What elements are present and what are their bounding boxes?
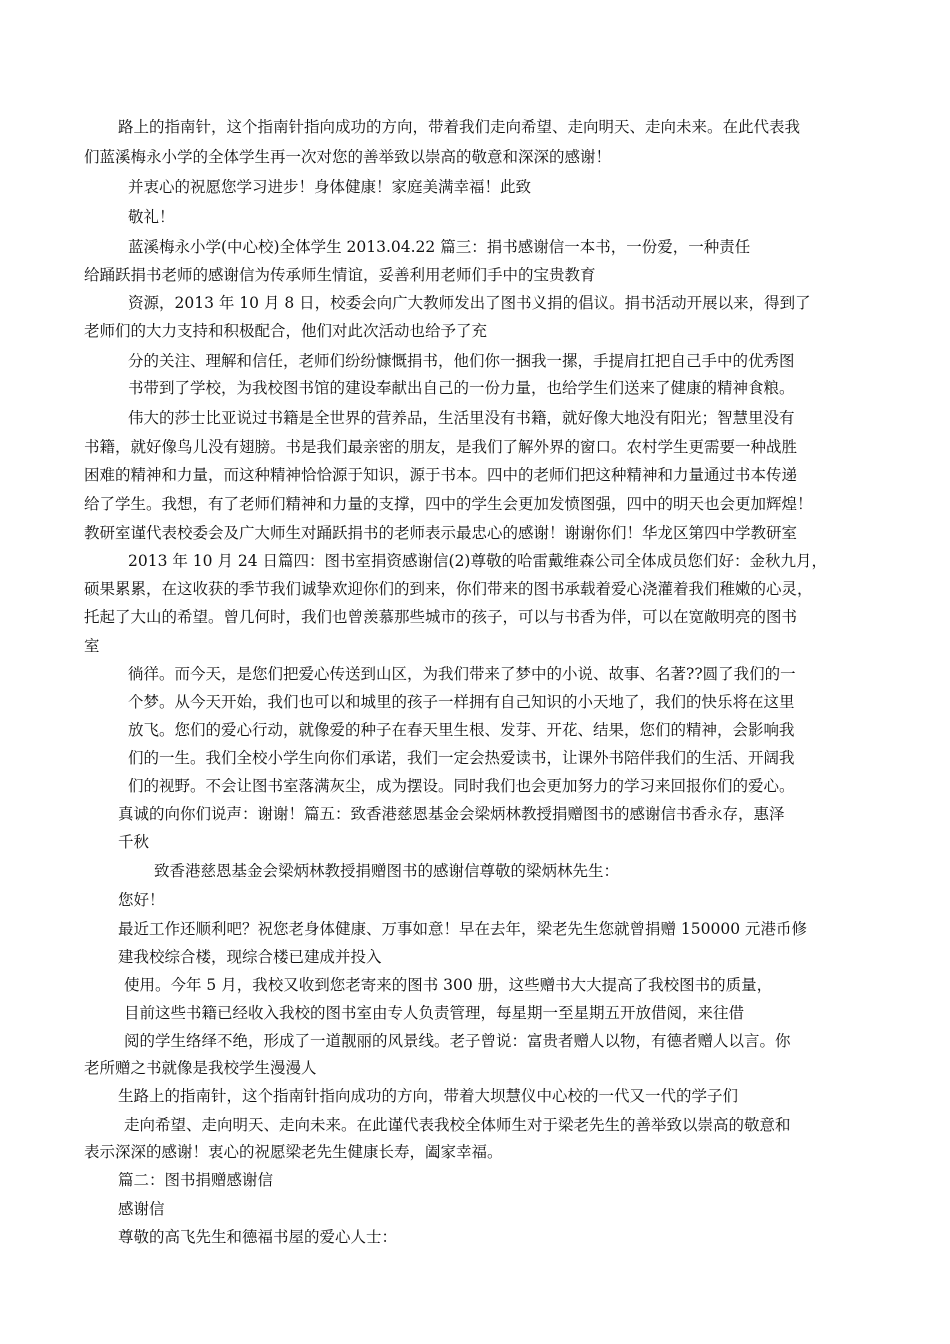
text-line: 放飞。您们的爱心行动，就像爱的种子在春天里生根、发芽、开花、结果，您们的精神，会影响我	[128, 721, 795, 739]
text-line: 老所赠之书就像是我校学生漫漫人	[84, 1059, 317, 1077]
text-line: 路上的指南针，这个指南针指向成功的方向，带着我们走向希望、走向明天、走向未来。在此代表我	[118, 118, 801, 136]
text-line: 给了学生。我想，有了老师们精神和力量的支撑，四中的学生会更加发愤图强，四中的明天也会更加辉煌！	[84, 495, 813, 513]
text-line: 真诚的向你们说声：谢谢！篇五：致香港慈恩基金会梁炳林教授捐赠图书的感谢信书香永存，惠泽	[118, 805, 785, 823]
text-line: 们的一生。我们全校小学生向你们承诺，我们一定会热爱读书，让课外书陪伴我们的生活、开阔我	[128, 749, 795, 767]
text-line: 老师们的大力支持和积极配合，他们对此次活动也给予了充	[84, 322, 488, 340]
text-line: 蓝溪梅永小学(中心校)全体学生 2013.04.22 篇三：捐书感谢信一本书，一份爱，一种责任	[128, 238, 751, 256]
text-line: 托起了大山的希望。曾几何时，我们也曾羡慕那些城市的孩子，可以与书香为伴，可以在宽敞明亮的图书	[84, 608, 798, 626]
text-line: 困难的精神和力量，而这种精神恰恰源于知识，源于书本。四中的老师们把这种精神和力量通过书本传递	[84, 466, 798, 484]
text-line: 并衷心的祝愿您学习进步！身体健康！家庭美满幸福！此致	[128, 178, 532, 196]
text-line: 个梦。从今天开始，我们也可以和城里的孩子一样拥有自己知识的小天地了，我们的快乐将在这里	[128, 693, 795, 711]
text-line: 表示深深的感谢！衷心的祝愿梁老先生健康长寿，阖家幸福。	[84, 1143, 503, 1161]
text-line: 徜徉。而今天，是您们把爱心传送到山区，为我们带来了梦中的小说、故事、名著??圆了我们的一	[128, 665, 796, 683]
text-line: 致香港慈恩基金会梁炳林教授捐赠图书的感谢信尊敬的梁炳林先生：	[154, 862, 620, 880]
text-line: 千秋	[118, 833, 150, 851]
text-line: 阅的学生络绎不绝，形成了一道靓丽的风景线。老子曾说：富贵者赠人以物，有德者赠人以言。你	[124, 1032, 791, 1050]
text-line: 感谢信	[118, 1200, 165, 1218]
text-line: 硕果累累，在这收获的季节我们诚挚欢迎你们的到来，你们带来的图书承载着爱心浇灌着我们稚嫩的心灵，	[84, 580, 813, 598]
text-line: 室	[84, 637, 100, 655]
text-line: 您好！	[118, 891, 165, 909]
text-line: 2013 年 10 月 24 日篇四：图书室捐资感谢信(2)尊敬的哈雷戴维森公司全体成员您们好：金秋九月，	[128, 552, 827, 570]
text-line: 伟大的莎士比亚说过书籍是全世界的营养品，生活里没有书籍，就好像大地没有阳光；智慧里没有	[128, 409, 795, 427]
text-line: 分的关注、理解和信任，老师们纷纷慷慨捐书，他们你一捆我一摞，手提肩扛把自己手中的优秀图	[128, 352, 795, 370]
text-line: 给踊跃捐书老师的感谢信为传承师生情谊，妥善利用老师们手中的宝贵教育	[84, 266, 596, 284]
text-line: 们的视野。不会让图书室落满灰尘，成为摆设。同时我们也会更加努力的学习来回报你们的爱心。	[128, 777, 795, 795]
text-line: 最近工作还顺利吧？祝您老身体健康、万事如意！早在去年，梁老先生您就曾捐赠 150000 元港币修	[118, 920, 808, 938]
text-line: 尊敬的高飞先生和德福书屋的爱心人士：	[118, 1228, 398, 1246]
text-line: 教研室谨代表校委会及广大师生对踊跃捐书的老师表示最忠心的感谢！谢谢你们！华龙区第四中学教研室	[84, 524, 798, 542]
text-line: 们蓝溪梅永小学的全体学生再一次对您的善举致以崇高的敬意和深深的感谢！	[84, 148, 612, 166]
text-line: 走向希望、走向明天、走向未来。在此谨代表我校全体师生对于梁老先生的善举致以崇高的敬意和	[124, 1116, 791, 1134]
text-line: 生路上的指南针，这个指南针指向成功的方向，带着大坝慧仪中心校的一代又一代的学子们	[118, 1087, 739, 1105]
text-line: 书籍，就好像鸟儿没有翅膀。书是我们最亲密的朋友，是我们了解外界的窗口。农村学生更需要一种战胜	[84, 438, 798, 456]
text-line: 建我校综合楼，现综合楼已建成并投入	[118, 948, 382, 966]
text-line: 篇二：图书捐赠感谢信	[118, 1171, 274, 1189]
text-line: 资源，2013 年 10 月 8 日，校委会向广大教师发出了图书义捐的倡议。捐书活动开展以来，得到了	[128, 294, 811, 312]
text-line: 目前这些书籍已经收入我校的图书室由专人负责管理，每星期一至星期五开放借阅，来往借	[124, 1004, 745, 1022]
text-line: 敬礼！	[128, 208, 175, 226]
text-line: 使用。今年 5 月，我校又收到您老寄来的图书 300 册，这些赠书大大提高了我校图书的质量，	[124, 976, 773, 994]
text-line: 书带到了学校，为我校图书馆的建设奉献出自己的一份力量，也给学生们送来了健康的精神食粮。	[128, 379, 795, 397]
